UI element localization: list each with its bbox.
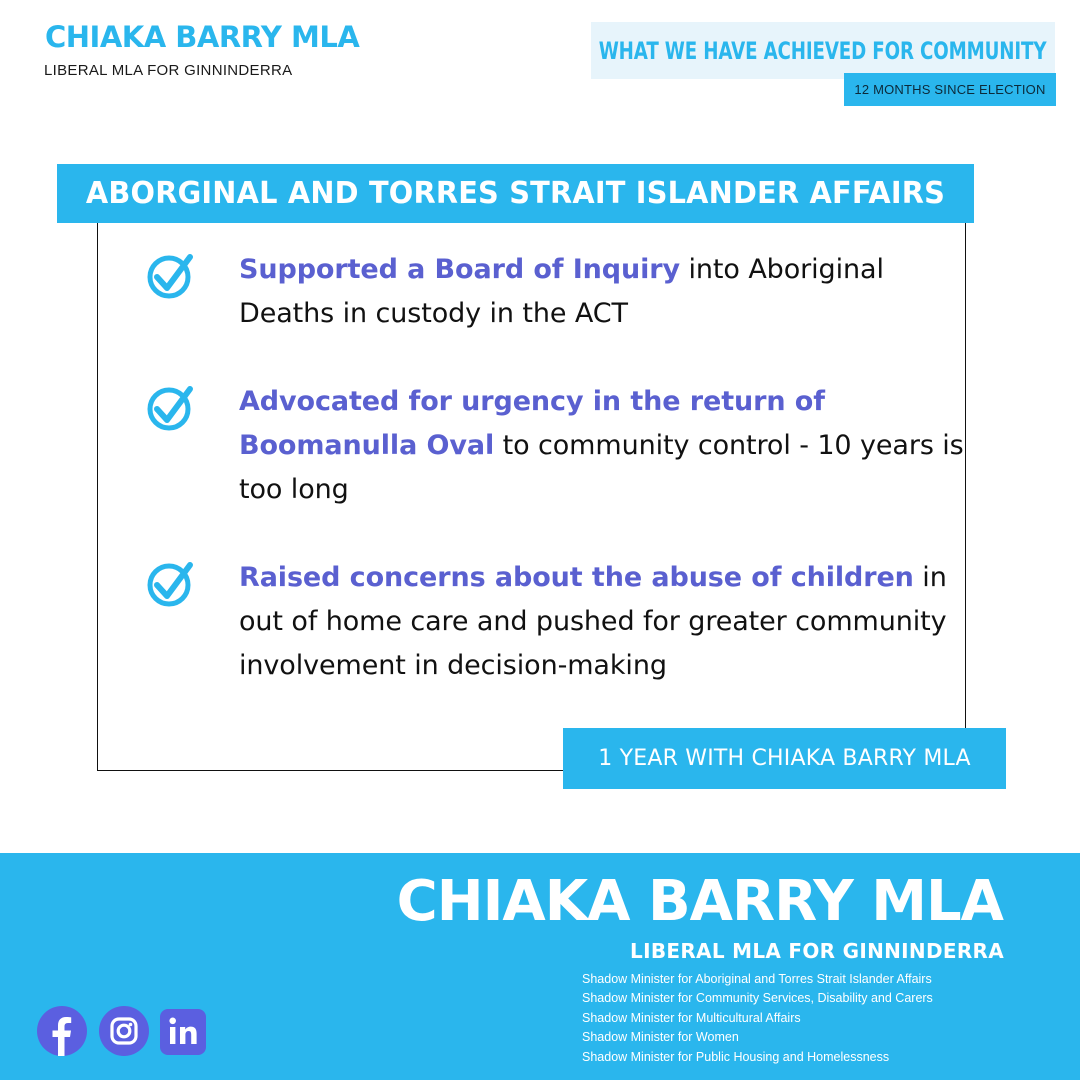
role-item: Shadow Minister for Aboriginal and Torres Strait Islander Affairs <box>582 972 932 986</box>
roles-list <box>582 970 933 1067</box>
role-item: Shadow Minister for Women <box>582 1030 739 1045</box>
achieved-title-box <box>591 22 1055 79</box>
checkmark-circle-icon <box>146 382 196 432</box>
checkmark-circle-icon <box>146 558 196 608</box>
achievement-highlight: Advocated for urgency in the return of Boomanulla Oval <box>239 386 825 461</box>
section-banner <box>57 164 974 223</box>
brand-subtitle: LIBERAL MLA FOR GINNINDERRA <box>44 62 293 79</box>
achievement-text <box>239 380 969 512</box>
footer-subtitle: LIBERAL MLA FOR GINNINDERRA <box>630 939 1004 963</box>
months-badge: 12 MONTHS SINCE ELECTION <box>844 73 1056 106</box>
achievement-body: into Aboriginal Deaths in custody in the ACT <box>239 254 884 329</box>
achievement-highlight: Raised concerns about the abuse of children <box>239 562 914 593</box>
year-badge: 1 YEAR WITH CHIAKA BARRY MLA <box>563 728 1006 789</box>
achievement-body: in out of home care and pushed for greater community involvement in decision-making <box>239 562 947 681</box>
achievement-highlight: Supported a Board of Inquiry <box>239 254 681 285</box>
instagram-icon[interactable] <box>99 1006 149 1056</box>
achievement-text <box>239 556 969 688</box>
linkedin-icon[interactable] <box>158 1006 208 1056</box>
achieved-title: WHAT WE HAVE ACHIEVED FOR COMMUNITY <box>599 36 1047 65</box>
achievement-body: to community control - 10 years is too long <box>239 430 964 505</box>
role-item: Shadow Minister for Community Services, Disability and Carers <box>582 991 933 1006</box>
brand-name: CHIAKA BARRY MLA <box>45 20 360 54</box>
achievement-text <box>239 248 969 336</box>
facebook-icon[interactable] <box>37 1006 87 1056</box>
role-item: Shadow Minister for Multicultural Affairs <box>582 1010 801 1025</box>
checkmark-circle-icon <box>146 250 196 300</box>
footer-name: CHIAKA BARRY MLA <box>396 869 1003 934</box>
role-item: Shadow Minister for Public Housing and Homelessness <box>582 1049 890 1064</box>
section-title: ABORGINAL AND TORRES STRAIT ISLANDER AFFAIRS <box>85 176 946 211</box>
